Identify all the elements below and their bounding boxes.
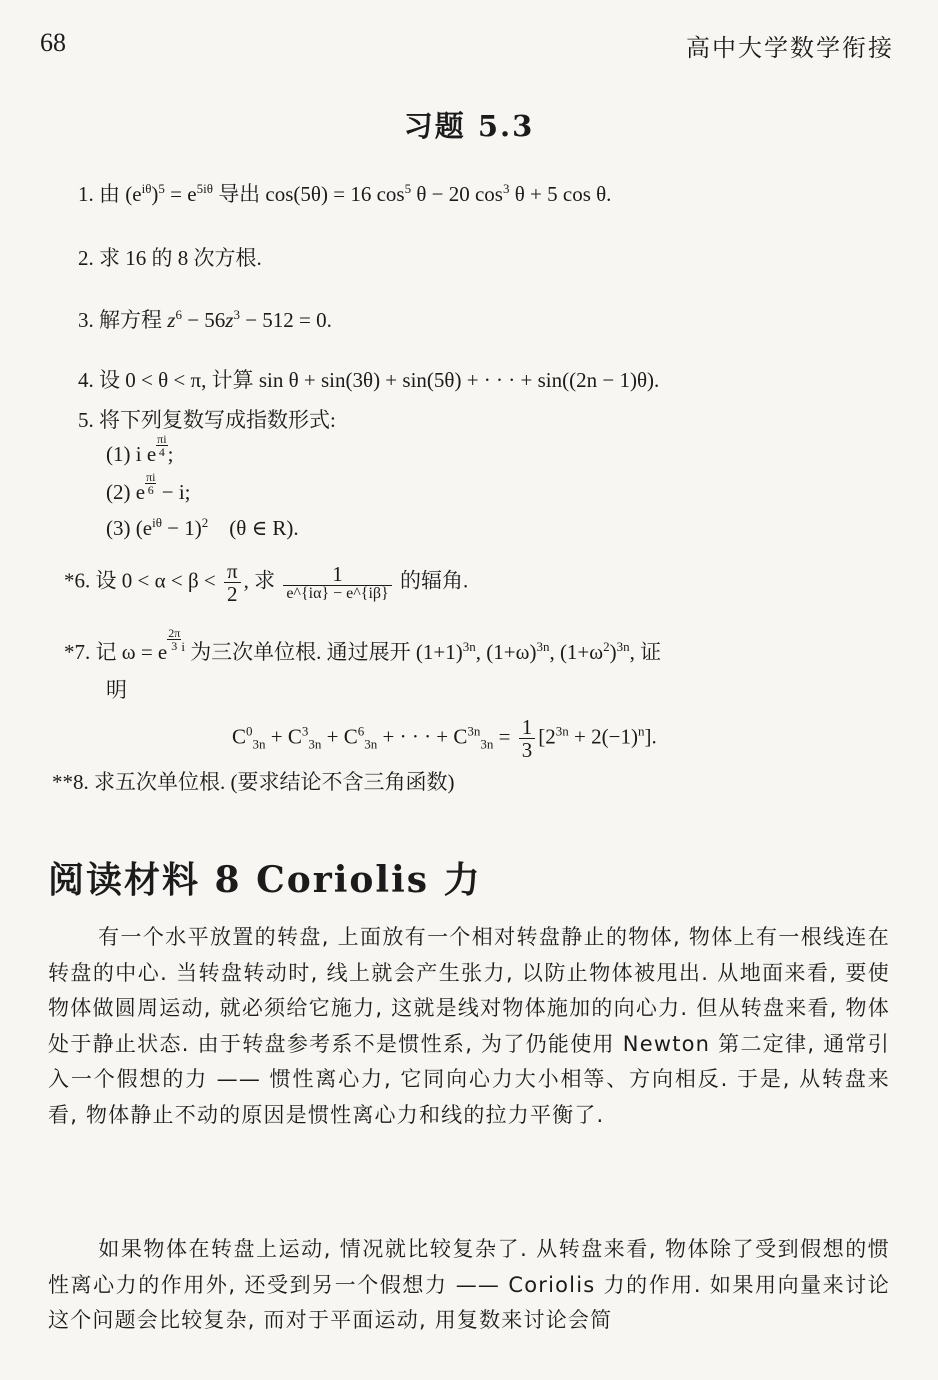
exercise-7: *7. 记 ω = e $\frac{2\pi}{3}$ $^i$ 为三次单位根. 通过展开 $(1+1)^{3n}$, $(1+\omega)^{3n}$, $(1+\omega^2)^{3n}$, 证: [64, 626, 662, 664]
exercise-number: *7.: [64, 640, 91, 664]
exercise-5: 5. 将下列复数写成指数形式:: [78, 408, 336, 432]
running-header: 高中大学数学衔接: [686, 34, 894, 62]
exercise-5-part-1: (1) i e $\frac{\pi i}{4}$ ;: [106, 432, 174, 466]
exercise-number: 1.: [78, 182, 94, 206]
page-number: 68: [40, 28, 66, 57]
exercise-number: 3.: [78, 308, 94, 332]
exercise-2: 2. 求 16 的 8 次方根.: [78, 246, 262, 270]
section-title: 习题 5.3: [403, 109, 535, 143]
reading-title: 阅读材料 8 Coriolis 力: [48, 859, 482, 901]
exercise-4: 4. 设 0 < θ < π, 计算 sin θ + sin(3θ) + sin(5θ) + · · · + sin((2n − 1)θ).: [78, 368, 660, 392]
exercise-number: 4.: [78, 368, 94, 392]
exercise-5-part-3: (3) $(e^{i\theta} - 1)^2$ (θ ∈ R).: [106, 515, 299, 540]
exercise-number: 5.: [78, 408, 94, 432]
exercise-6: *6. 设 0 < α < β < $\frac{\pi}{2}$ , 求 $\frac{1}{e\^{}\{i\alpha\} - e\^{}\{i\beta\}}$ 的辐角.: [64, 559, 469, 607]
exercise-8: **8. 求五次单位根. (要求结论不含三角函数): [52, 770, 455, 794]
reading-paragraph-1: 有一个水平放置的转盘, 上面放有一个相对转盘静止的物体, 物体上有一根线连在转盘的中心. 当转盘转动时, 线上就会产生张力, 以防止物体被甩出. 从地面来看, 要使物体做圆周运动, 就必须给它施力, 这就是线对物体施加的向心力. 但从转盘来看, 物体处于静止状态. 由于转盘参考系不是惯性系, 为了仍能使用 Newton 第二定律, 通常引入一个假想的力 —— 惯性离心力, 它同向心力大小相等、方向相反. 于是, 从转盘来看, 物体静止不动的原因是惯性离心力和线的拉力平衡了.: [48, 925, 890, 1127]
exercise-5-part-2: (2) e $\frac{\pi i}{6}$ − i;: [106, 470, 191, 504]
exercise-3: 3. 解方程 $z^6 - 56z^3 - 512 = 0$.: [78, 307, 332, 332]
reading-paragraph-2: 如果物体在转盘上运动, 情况就比较复杂了. 从转盘来看, 物体除了受到假想的惯性离心力的作用外, 还受到另一个假想力 —— Coriolis 力的作用. 如果用向量来讨论这个问题会比较复杂, 而对于平面运动, 用复数来讨论会简: [48, 1237, 890, 1333]
exercise-1: 1. 由 $(e^{i\theta})^5 = e^{5i\theta}$ 导出 cos(5θ) = 16 $\cos^5 \theta - 20$ $\cos^3 \theta + 5$ cos θ.: [78, 181, 612, 206]
exercise-number: **8.: [52, 770, 89, 794]
exercise-number: 2.: [78, 246, 94, 270]
exercise-7-formula: $C^0_{3n} + C^3_{3n} + C^6_{3n}$ + · · · + $C^{3n}_{3n}$ = $\frac{1}{3}$ $[2^{3n} + 2(-1)^n]$.: [232, 715, 657, 763]
exercise-7-line-2: 明: [106, 678, 127, 702]
exercise-number: *6.: [64, 568, 91, 593]
